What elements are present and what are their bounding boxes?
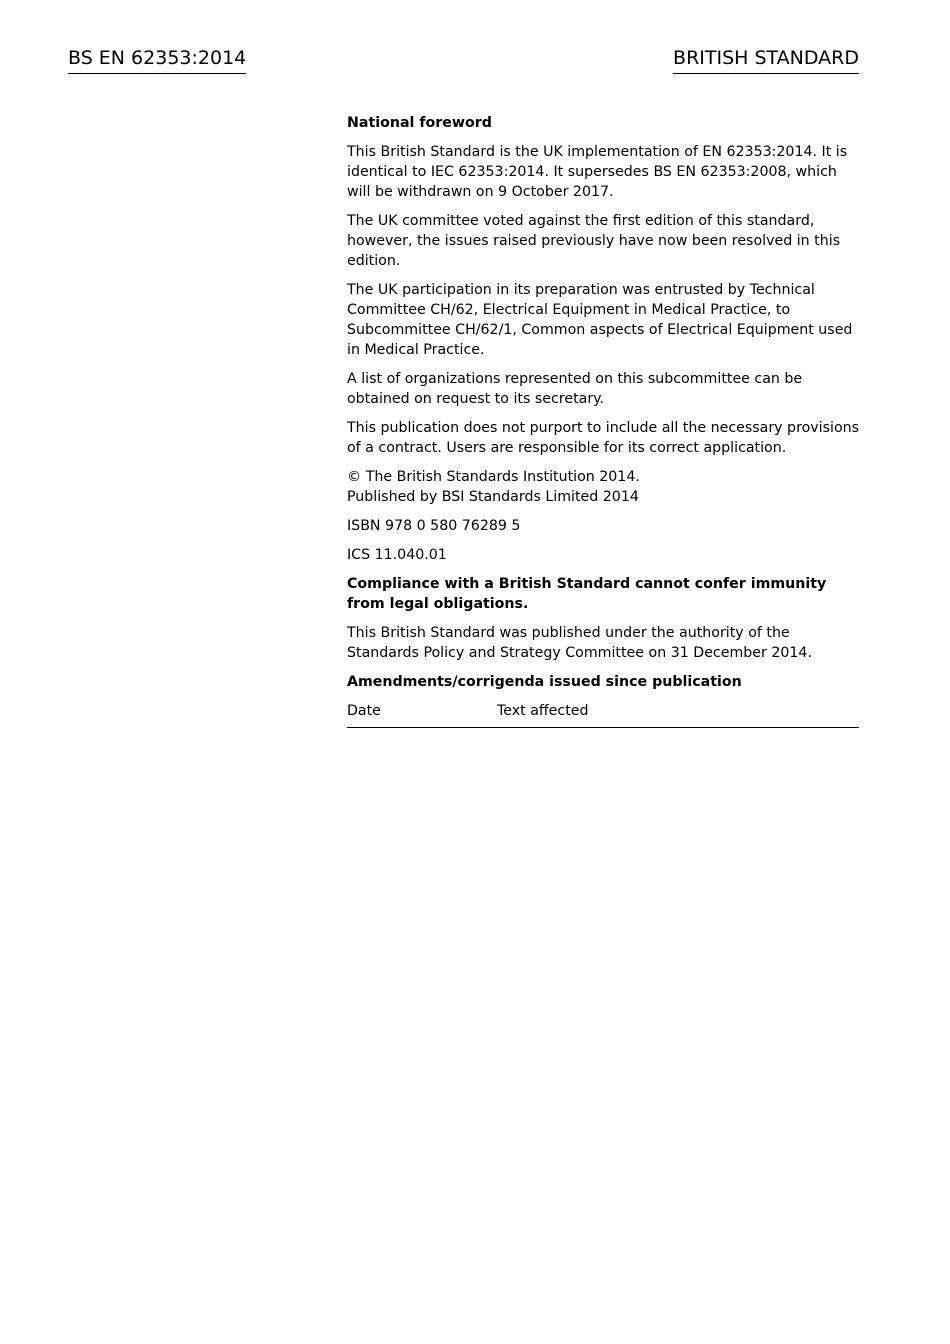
amendments-text-column: Text affected [497, 701, 859, 728]
amendments-table [347, 701, 859, 728]
copyright-line: © The British Standards Institution 2014. [347, 469, 640, 485]
document-id-header: BS EN 62353:2014 [68, 46, 246, 74]
authority-statement: This British Standard was published under the authority of the Standards Policy and Strategy Committee on 31 December 2014. [347, 625, 812, 661]
foreword-title: National foreword [347, 115, 492, 131]
foreword-paragraph-organizations: A list of organizations represented on this subcommittee can be obtained on request to its secretary. [347, 371, 803, 407]
foreword-paragraph-participation: The UK participation in its preparation was entrusted by Technical Committee CH/62, Electrical Equipment in Medical Practice, to Subcommittee CH/62/1, Common aspects of Electrical Equipment used in Medical Practice. [347, 282, 853, 358]
foreword-paragraph-committee-vote: The UK committee voted against the first edition of this standard, however, the issues raised previously have now been resolved in this edition. [347, 213, 841, 269]
amendments-title: Amendments/corrigenda issued since publication [347, 674, 742, 690]
copyright-block [347, 467, 859, 507]
foreword-paragraph-contract: This publication does not purport to include all the necessary provisions of a contract. Users are responsible for its correct application. [347, 420, 860, 456]
amendments-header-row [347, 701, 859, 728]
publisher-line: Published by BSI Standards Limited 2014 [347, 489, 639, 505]
ics-code: ICS 11.040.01 [347, 547, 447, 563]
amendments-date-column: Date [347, 701, 497, 728]
national-foreword-section [347, 113, 859, 728]
isbn: ISBN 978 0 580 76289 5 [347, 518, 521, 534]
foreword-paragraph-implementation: This British Standard is the UK implementation of EN 62353:2014. It is identical to IEC 62353:2014. It supersedes BS EN 62353:2008, which will be withdrawn on 9 October 2017. [347, 144, 848, 200]
compliance-statement: Compliance with a British Standard cannot confer immunity from legal obligations. [347, 576, 827, 612]
standard-series-header: BRITISH STANDARD [673, 46, 859, 74]
